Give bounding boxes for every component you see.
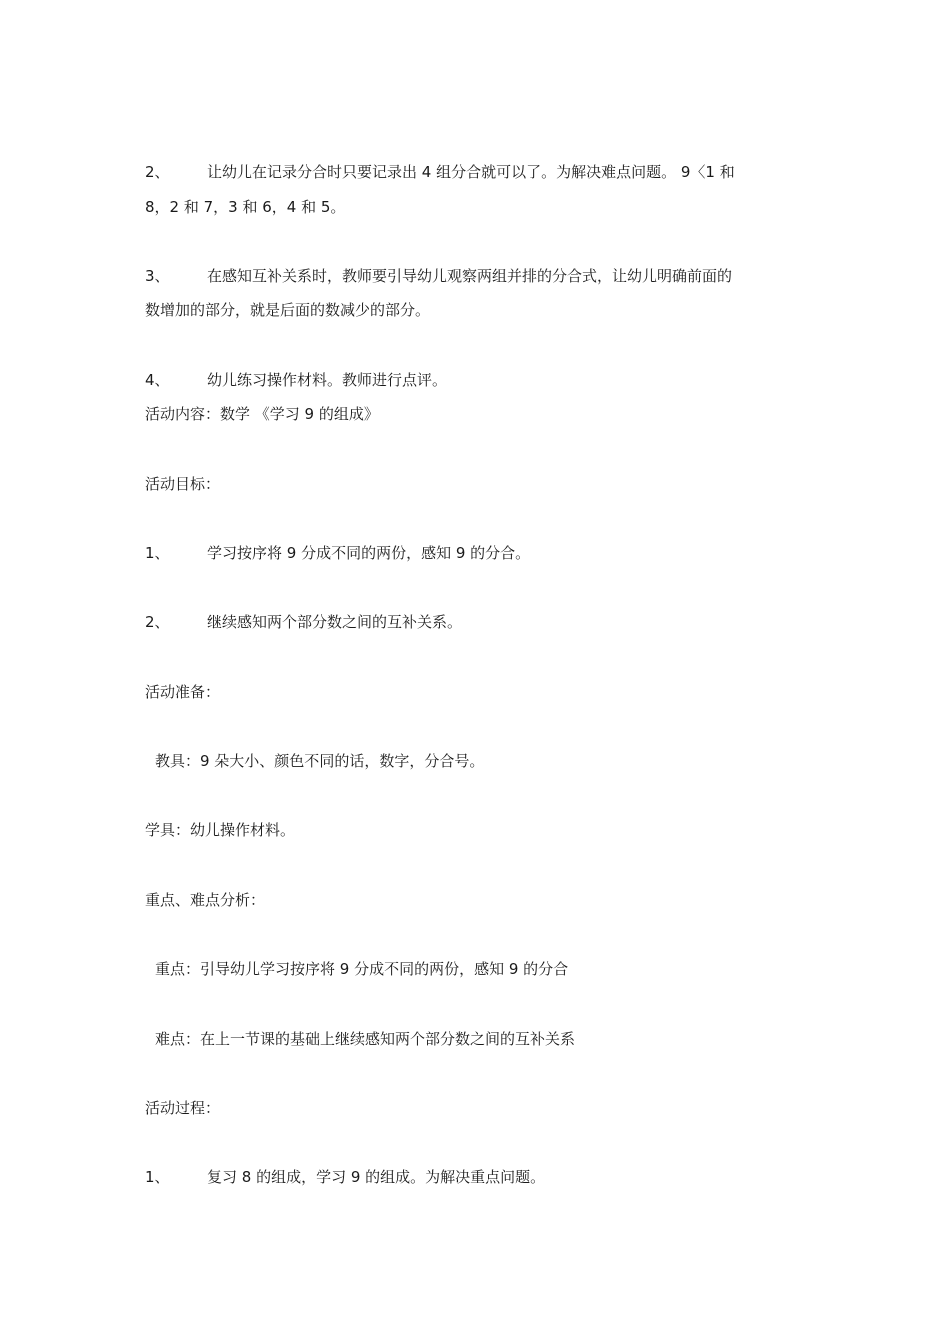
- list-item-text: 继续感知两个部分数之间的互补关系。: [207, 613, 463, 631]
- list-number: 1、: [145, 544, 170, 562]
- list-number: 2、: [145, 163, 170, 181]
- key-point: 重点：引导幼儿学习按序将 9 分成不同的两份，感知 9 的分合: [155, 960, 569, 978]
- process-heading: 活动过程：: [145, 1099, 221, 1117]
- list-item-3-line2: 数增加的部分，就是后面的数减少的部分。: [145, 301, 431, 319]
- list-item-2-line2: 8，2 和 7，3 和 6，4 和 5。: [145, 198, 346, 216]
- analysis-heading: 重点、难点分析：: [145, 891, 266, 909]
- list-item-4: [145, 370, 447, 390]
- list-number: 1、: [145, 1168, 170, 1186]
- list-item-text: 让幼儿在记录分合时只要记录出 4 组分合就可以了。为解决难点问题。 9〈1 和: [207, 163, 735, 181]
- difficulty: 难点：在上一节课的基础上继续感知两个部分数之间的互补关系: [155, 1030, 576, 1048]
- prep-heading: 活动准备：: [145, 683, 221, 701]
- list-item-text: 学习按序将 9 分成不同的两份，感知 9 的分合。: [207, 544, 531, 562]
- prep-student: 学具：幼儿操作材料。: [145, 821, 296, 839]
- goal-item-2: [145, 612, 462, 632]
- list-number: 2、: [145, 613, 170, 631]
- list-item-text: 复习 8 的组成，学习 9 的组成。为解决重点问题。: [207, 1168, 546, 1186]
- activity-content: 活动内容：数学 《学习 9 的组成》: [145, 405, 379, 423]
- list-number: 4、: [145, 371, 170, 389]
- goals-heading: 活动目标：: [145, 475, 221, 493]
- list-number: 3、: [145, 267, 170, 285]
- list-item-2-line1: [145, 162, 735, 182]
- process-item-1: [145, 1167, 545, 1187]
- list-item-3-line1: [145, 266, 732, 286]
- list-item-text: 在感知互补关系时，教师要引导幼儿观察两组并排的分合式，让幼儿明确前面的: [207, 267, 733, 285]
- list-item-text: 幼儿练习操作材料。教师进行点评。: [207, 371, 448, 389]
- goal-item-1: [145, 543, 530, 563]
- prep-teacher: 教具：9 朵大小、颜色不同的话，数字，分合号。: [155, 752, 485, 770]
